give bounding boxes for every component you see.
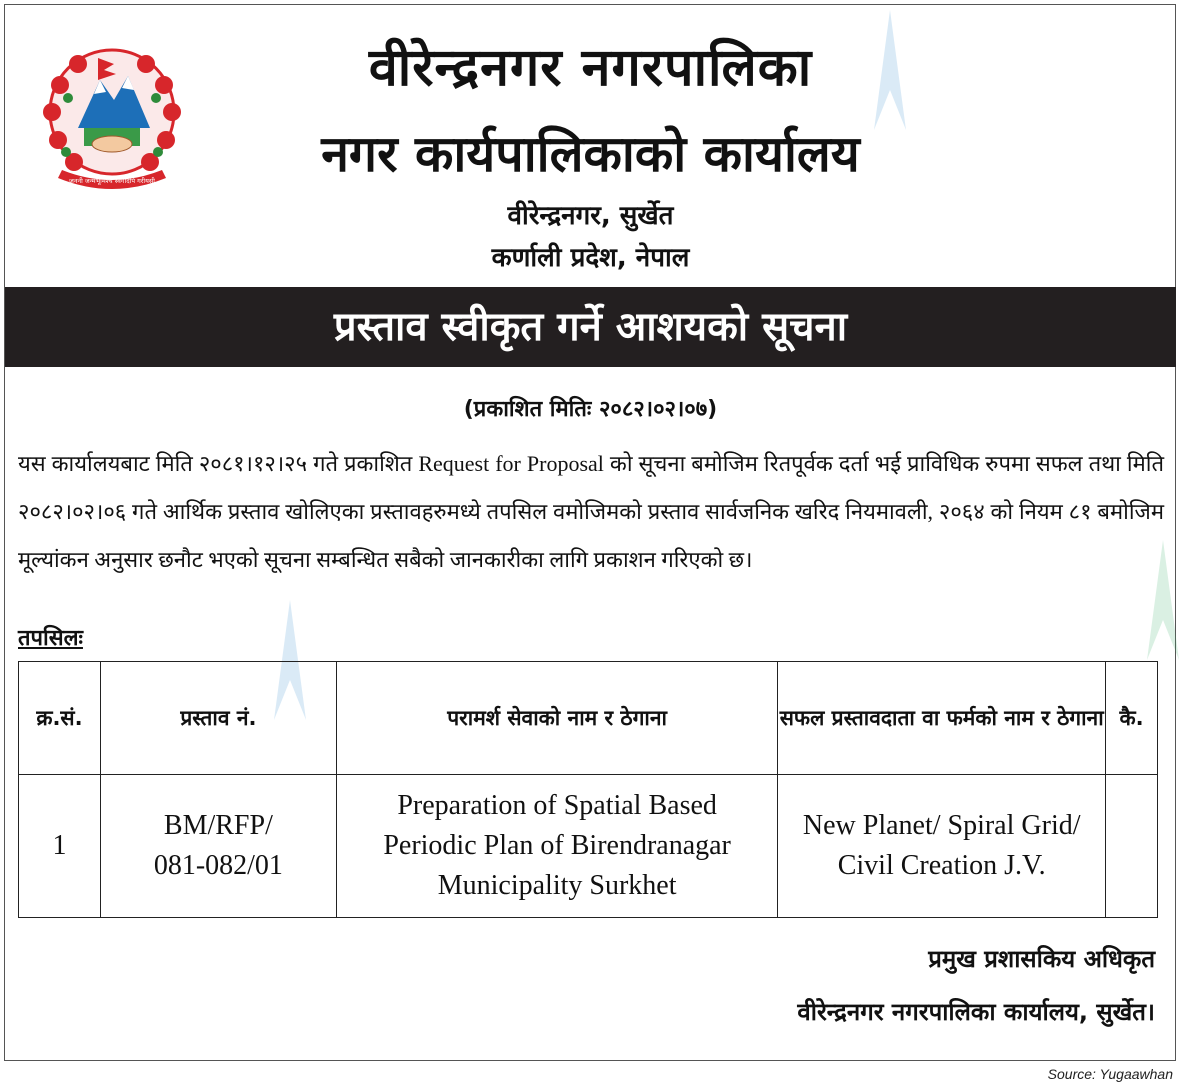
header-remarks: कै. (1106, 662, 1158, 775)
header-sn: क्र.सं. (19, 662, 101, 775)
table-header-row (19, 662, 1158, 775)
header-firm: सफल प्रस्तावदाता वा फर्मको नाम र ठेगाना (778, 662, 1106, 775)
cell-remarks (1106, 775, 1158, 918)
cell-sn: 1 (19, 775, 101, 918)
details-label: तपसिलः (18, 626, 83, 651)
source-credit: Source: Yugaawhan (1047, 1066, 1173, 1082)
details-table (18, 661, 1158, 918)
municipality-title: वीरेन्द्रनगर नगरपालिका (368, 38, 813, 98)
header-proposal-no: प्रस्ताव नं. (100, 662, 336, 775)
address-line-1: वीरेन्द्रनगर, सुर्खेत (507, 201, 674, 231)
signatory-designation: प्रमुख प्रशासकिय अधिकृत (928, 945, 1155, 973)
published-date: (प्रकाशित मितिः २०८२।०२।०७) (463, 397, 718, 422)
header-service: परामर्श सेवाको नाम र ठेगाना (336, 662, 778, 775)
office-title: नगर कार्यपालिकाको कार्यालय (321, 125, 860, 183)
notice-title-banner: प्रस्ताव स्वीकृत गर्ने आशयको सूचना (5, 287, 1176, 367)
cell-proposal-no: BM/RFP/ 081-082/01 (100, 775, 336, 918)
address-line-2: कर्णाली प्रदेश, नेपाल (491, 243, 690, 273)
notice-body: यस कार्यालयबाट मिति २०८१।१२।२५ गते प्रकाशित Request for Proposal को सूचना बमोजिम रितपूर्वक दर्ता भई प्राविधिक रुपमा सफल तथा मिति २०८२।०२।०६ गते आर्थिक प्रस्ताव खोलिएका प्रस्तावहरुमध्ये तपसिल वमोजिमको प्रस्ताव सार्वजनिक खरिद नियमावली, २०६४ को नियम ८१ बमोजिम मूल्यांकन अनुसार छनौट भएको सूचना सम्बन्धित सबैको जानकारीका लागि प्रकाशन गरिएको छ। (18, 451, 1164, 572)
emblem-motto: जननी जन्मभूमिश्च स्वर्गादपि गरीयसी (69, 177, 155, 185)
table-row (19, 775, 1158, 918)
cell-firm: New Planet/ Spiral Grid/ Civil Creation J.V. (778, 775, 1106, 918)
cell-service: Preparation of Spatial Based Periodic Plan of Birendranagar Municipality Surkhet (336, 775, 778, 918)
signatory-office: वीरेन्द्रनगर नगरपालिका कार्यालय, सुर्खेत। (797, 998, 1155, 1026)
